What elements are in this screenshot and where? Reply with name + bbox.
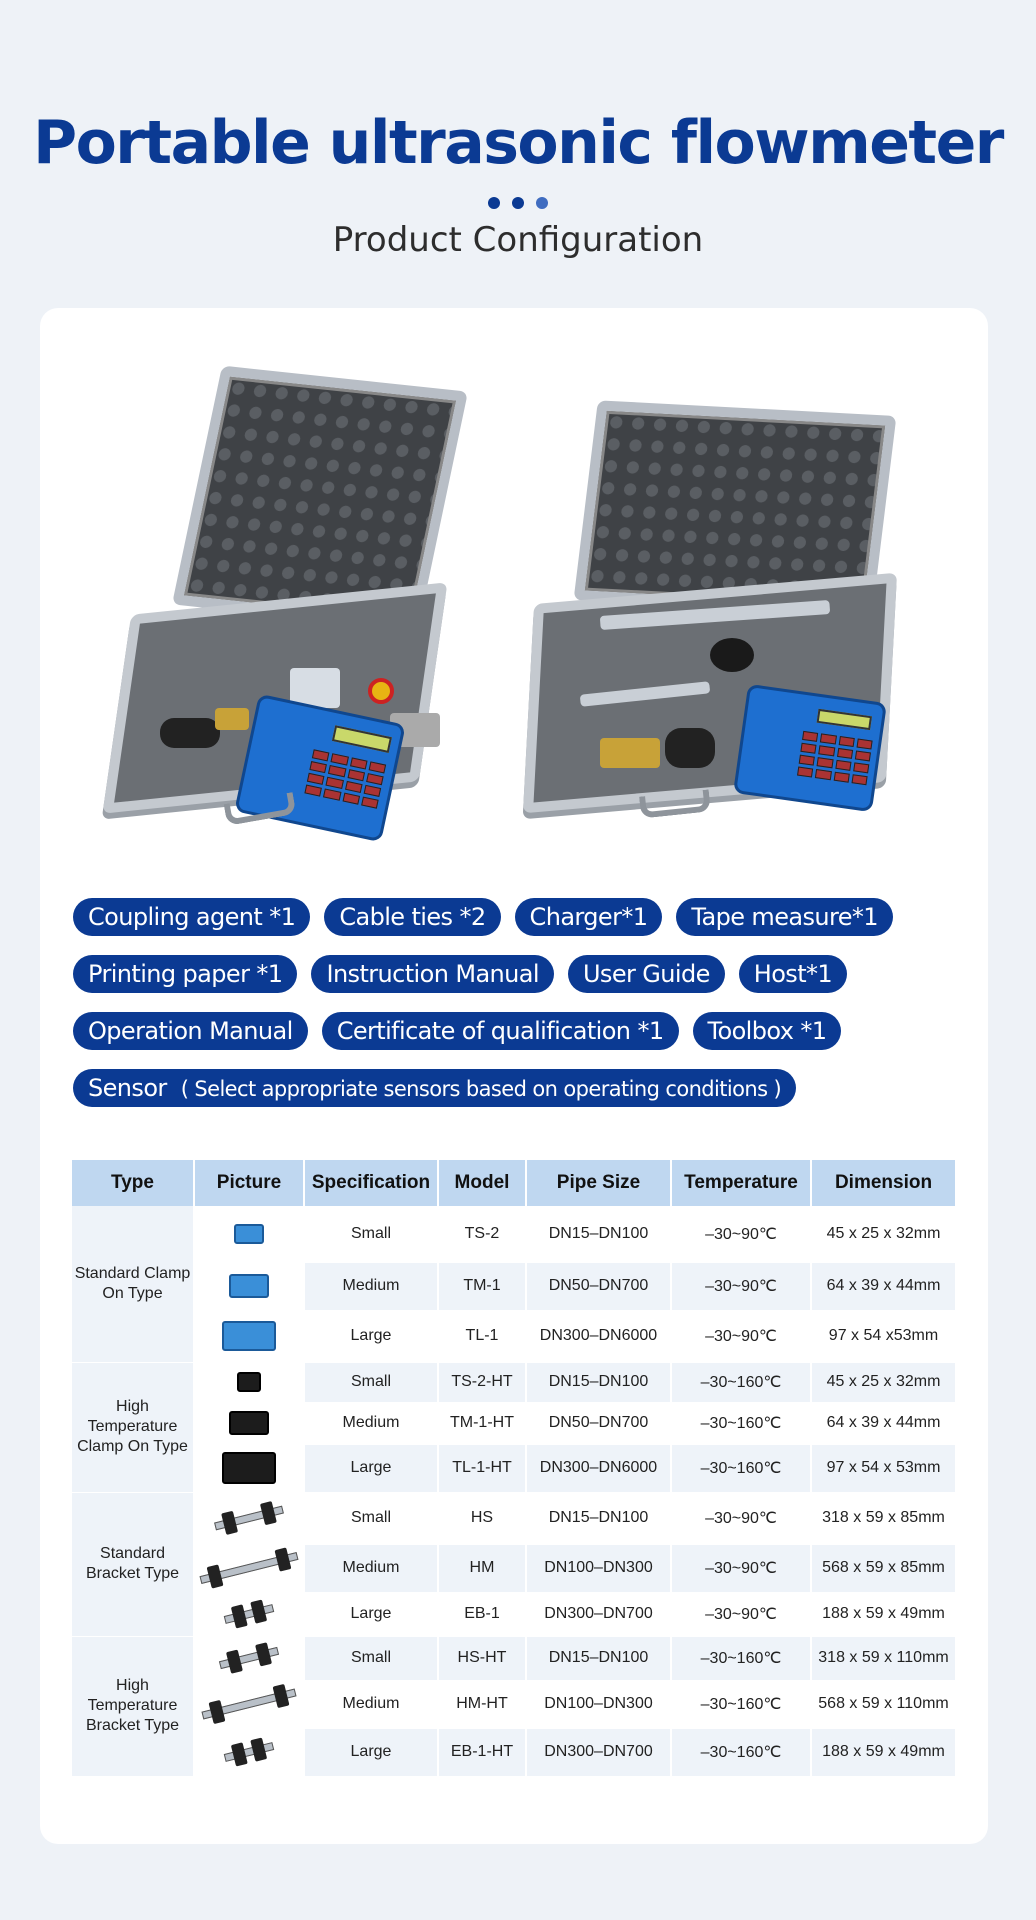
toolbox-image-left bbox=[100, 378, 490, 828]
dim-cell: 64 x 39 x 44mm bbox=[811, 1262, 956, 1310]
sensor-note: ( Select appropriate sensors based on operating conditions ) bbox=[180, 1077, 782, 1101]
accessory-tag: Operation Manual bbox=[73, 1012, 308, 1050]
model-cell: TL-1-HT bbox=[438, 1444, 526, 1492]
ht-clamp-sensor-icon bbox=[222, 1452, 276, 1484]
type-cell: Standard Bracket Type bbox=[72, 1492, 194, 1636]
spec-cell: Large bbox=[304, 1728, 438, 1776]
sensor-picture bbox=[194, 1206, 304, 1262]
table-row bbox=[72, 1592, 956, 1636]
type-cell: High Temperature Clamp On Type bbox=[72, 1362, 194, 1492]
sensor-picture bbox=[194, 1544, 304, 1592]
table-row bbox=[72, 1636, 956, 1680]
bracket-sensor-icon bbox=[224, 1604, 274, 1624]
temp-cell: –30~90℃ bbox=[671, 1206, 811, 1262]
table-row bbox=[72, 1206, 956, 1262]
pipe-cell: DN300–DN6000 bbox=[526, 1444, 671, 1492]
accessory-tag: Host*1 bbox=[739, 955, 847, 993]
accessory-tag: Coupling agent *1 bbox=[73, 898, 310, 936]
sensor-picture bbox=[194, 1362, 304, 1402]
temp-cell: –30~160℃ bbox=[671, 1680, 811, 1728]
temp-cell: –30~160℃ bbox=[671, 1728, 811, 1776]
pipe-cell: DN300–DN700 bbox=[526, 1592, 671, 1636]
model-cell: HS-HT bbox=[438, 1636, 526, 1680]
dim-cell: 97 x 54 x 53mm bbox=[811, 1444, 956, 1492]
sensor-picture bbox=[194, 1310, 304, 1362]
ht-clamp-sensor-icon bbox=[229, 1411, 269, 1435]
spec-cell: Large bbox=[304, 1592, 438, 1636]
accessory-row bbox=[73, 1069, 973, 1126]
bracket-sensor-icon bbox=[224, 1742, 274, 1762]
dim-cell: 318 x 59 x 85mm bbox=[811, 1492, 956, 1544]
accessory-tag: Instruction Manual bbox=[311, 955, 554, 993]
table-row bbox=[72, 1444, 956, 1492]
temp-cell: –30~160℃ bbox=[671, 1444, 811, 1492]
temp-cell: –30~90℃ bbox=[671, 1492, 811, 1544]
table-row bbox=[72, 1310, 956, 1362]
temp-cell: –30~90℃ bbox=[671, 1310, 811, 1362]
sensor-picture bbox=[194, 1636, 304, 1680]
column-header: Model bbox=[438, 1160, 526, 1206]
bracket-sensor-icon bbox=[214, 1505, 284, 1530]
dim-cell: 64 x 39 x 44mm bbox=[811, 1402, 956, 1444]
ht-clamp-sensor-icon bbox=[237, 1372, 261, 1392]
dim-cell: 45 x 25 x 32mm bbox=[811, 1206, 956, 1262]
model-cell: TS-2 bbox=[438, 1206, 526, 1262]
spec-cell: Large bbox=[304, 1444, 438, 1492]
sensor-picture bbox=[194, 1728, 304, 1776]
model-cell: HS bbox=[438, 1492, 526, 1544]
table-row bbox=[72, 1402, 956, 1444]
model-cell: TL-1 bbox=[438, 1310, 526, 1362]
accessory-tag: User Guide bbox=[568, 955, 725, 993]
spec-cell: Medium bbox=[304, 1262, 438, 1310]
sensor-picture bbox=[194, 1262, 304, 1310]
temp-cell: –30~160℃ bbox=[671, 1636, 811, 1680]
accessory-tag: Certificate of qualification *1 bbox=[322, 1012, 679, 1050]
pipe-cell: DN15–DN100 bbox=[526, 1362, 671, 1402]
pipe-cell: DN50–DN700 bbox=[526, 1262, 671, 1310]
model-cell: TS-2-HT bbox=[438, 1362, 526, 1402]
clamp-sensor-icon bbox=[229, 1274, 269, 1298]
type-cell: High Temperature Bracket Type bbox=[72, 1636, 194, 1776]
sensor-picture bbox=[194, 1592, 304, 1636]
sensor-picture bbox=[194, 1444, 304, 1492]
table-row bbox=[72, 1544, 956, 1592]
dim-cell: 97 x 54 x53mm bbox=[811, 1310, 956, 1362]
model-cell: EB-1 bbox=[438, 1592, 526, 1636]
model-cell: TM-1 bbox=[438, 1262, 526, 1310]
temp-cell: –30~90℃ bbox=[671, 1592, 811, 1636]
spec-cell: Small bbox=[304, 1206, 438, 1262]
accessory-tag: Tape measure*1 bbox=[676, 898, 893, 936]
pipe-cell: DN100–DN300 bbox=[526, 1680, 671, 1728]
spec-cell: Small bbox=[304, 1362, 438, 1402]
model-cell: TM-1-HT bbox=[438, 1402, 526, 1444]
spec-cell: Medium bbox=[304, 1680, 438, 1728]
sensor-label: Sensor bbox=[88, 1074, 167, 1102]
column-header: Specification bbox=[304, 1160, 438, 1206]
table-row bbox=[72, 1492, 956, 1544]
pipe-cell: DN15–DN100 bbox=[526, 1636, 671, 1680]
accessory-tag: Charger*1 bbox=[515, 898, 663, 936]
sensor-table bbox=[72, 1160, 957, 1777]
sensor-tag bbox=[73, 1069, 796, 1107]
temp-cell: –30~160℃ bbox=[671, 1362, 811, 1402]
model-cell: HM bbox=[438, 1544, 526, 1592]
table-row bbox=[72, 1680, 956, 1728]
dim-cell: 568 x 59 x 110mm bbox=[811, 1680, 956, 1728]
column-header: Pipe Size bbox=[526, 1160, 671, 1206]
column-header: Dimension bbox=[811, 1160, 956, 1206]
type-cell: Standard Clamp On Type bbox=[72, 1206, 194, 1362]
pipe-cell: DN50–DN700 bbox=[526, 1402, 671, 1444]
spec-cell: Medium bbox=[304, 1402, 438, 1444]
table-row bbox=[72, 1262, 956, 1310]
clamp-sensor-icon bbox=[222, 1321, 276, 1351]
dim-cell: 318 x 59 x 110mm bbox=[811, 1636, 956, 1680]
model-cell: HM-HT bbox=[438, 1680, 526, 1728]
column-header: Picture bbox=[194, 1160, 304, 1206]
accessory-row bbox=[73, 1012, 973, 1069]
accessory-row bbox=[73, 955, 973, 1012]
accessory-list bbox=[73, 898, 973, 1126]
dim-cell: 188 x 59 x 49mm bbox=[811, 1592, 956, 1636]
accessory-tag: Cable ties *2 bbox=[324, 898, 500, 936]
accessory-tag: Toolbox *1 bbox=[693, 1012, 842, 1050]
spec-cell: Small bbox=[304, 1492, 438, 1544]
toolbox-image-right bbox=[520, 408, 920, 838]
spec-cell: Medium bbox=[304, 1544, 438, 1592]
accessory-row bbox=[73, 898, 973, 955]
pipe-cell: DN100–DN300 bbox=[526, 1544, 671, 1592]
dim-cell: 568 x 59 x 85mm bbox=[811, 1544, 956, 1592]
pipe-cell: DN15–DN100 bbox=[526, 1492, 671, 1544]
clamp-sensor-icon bbox=[234, 1224, 264, 1244]
dim-cell: 188 x 59 x 49mm bbox=[811, 1728, 956, 1776]
bracket-sensor-icon bbox=[219, 1647, 279, 1669]
dim-cell: 45 x 25 x 32mm bbox=[811, 1362, 956, 1402]
accessory-tag: Printing paper *1 bbox=[73, 955, 297, 993]
spec-cell: Small bbox=[304, 1636, 438, 1680]
column-header: Temperature bbox=[671, 1160, 811, 1206]
table-header-row bbox=[72, 1160, 956, 1206]
table-row bbox=[72, 1362, 956, 1402]
pipe-cell: DN300–DN700 bbox=[526, 1728, 671, 1776]
sensor-picture bbox=[194, 1492, 304, 1544]
page-subtitle: Product Configuration bbox=[332, 220, 704, 260]
bracket-sensor-icon bbox=[201, 1688, 296, 1719]
pipe-cell: DN300–DN6000 bbox=[526, 1310, 671, 1362]
bracket-sensor-icon bbox=[200, 1552, 299, 1584]
temp-cell: –30~90℃ bbox=[671, 1544, 811, 1592]
temp-cell: –30~160℃ bbox=[671, 1402, 811, 1444]
table-row bbox=[72, 1728, 956, 1776]
temp-cell: –30~90℃ bbox=[671, 1262, 811, 1310]
sensor-picture bbox=[194, 1680, 304, 1728]
model-cell: EB-1-HT bbox=[438, 1728, 526, 1776]
sensor-picture bbox=[194, 1402, 304, 1444]
pipe-cell: DN15–DN100 bbox=[526, 1206, 671, 1262]
column-header: Type bbox=[72, 1160, 194, 1206]
page-title: Portable ultrasonic flowmeter bbox=[33, 108, 1003, 178]
decorative-dots bbox=[0, 196, 1036, 214]
spec-cell: Large bbox=[304, 1310, 438, 1362]
